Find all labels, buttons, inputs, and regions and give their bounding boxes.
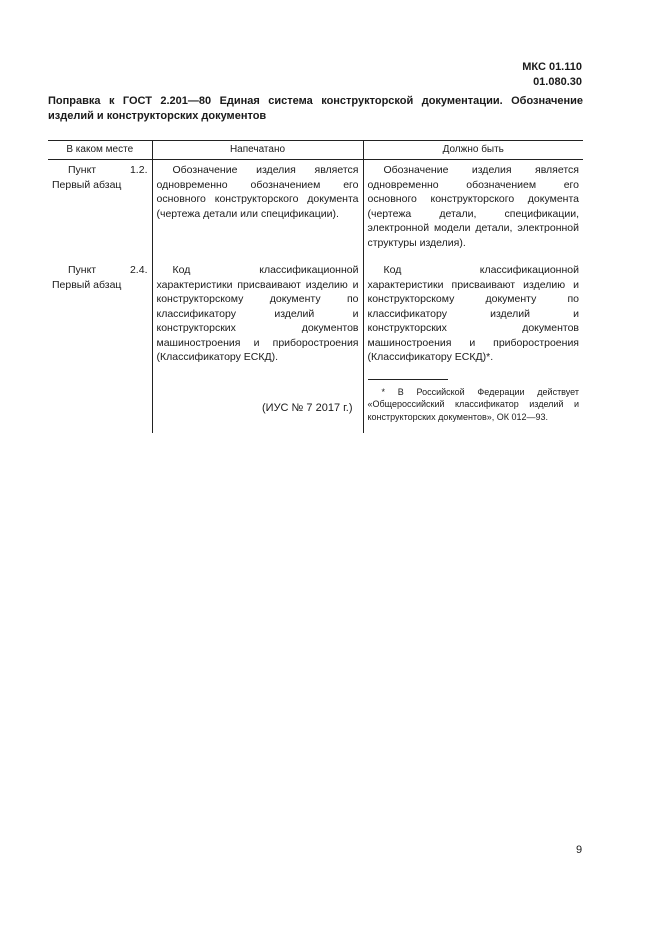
row-should-be: Код классификационной характеристики присваивают изделию и конструкторскому документу по классификатору изделий и конструкторских документов машиностроения и приборостроения (Классификатору ЕСКД)*.: [367, 264, 579, 363]
header-printed: Напечатано: [152, 141, 363, 160]
header-place: В каком месте: [48, 141, 152, 160]
row-should-be: Обозначение изделия является одновременно обозначением его основного конструкторского документа (чертежа детали, спецификации, электронной модели детали, электронной структуры изделия).: [367, 164, 579, 249]
row-place: Пункт 1.2. Первый абзац: [52, 164, 148, 191]
mks-code-line2: 01.080.30: [533, 76, 582, 88]
row-printed: Обозначение изделия является одновременно обозначением его основного конструкторского документа (чертежа детали или спецификации).: [156, 164, 359, 220]
row-printed: Код классификационной характеристики присваивают изделию и конструкторскому документу по классификатору изделий и конструкторских документов машиностроения и приборостроения (Классификатору ЕСКД).: [156, 264, 359, 363]
mks-code-line1: МКС 01.110: [522, 61, 582, 73]
mks-code: [522, 60, 582, 90]
table-header-row: [48, 141, 583, 160]
table-row: [48, 160, 583, 261]
footnote-separator: [368, 379, 448, 380]
page-number: 9: [576, 844, 583, 856]
document-title: Поправка к ГОСТ 2.201—80 Единая система конструкторской документации. Обозначение изделий и конструкторских документов: [48, 95, 583, 122]
footnote: * В Российской Федерации действует «Общероссийский классификатор изделий и конструкторских документов», ОК 012—93.: [367, 386, 579, 422]
row-place: Пункт 2.4. Первый абзац: [52, 264, 148, 291]
header-should-be: Должно быть: [363, 141, 583, 160]
amendment-table: [48, 140, 583, 433]
ius-note: (ИУС № 7 2017 г.): [262, 402, 353, 414]
